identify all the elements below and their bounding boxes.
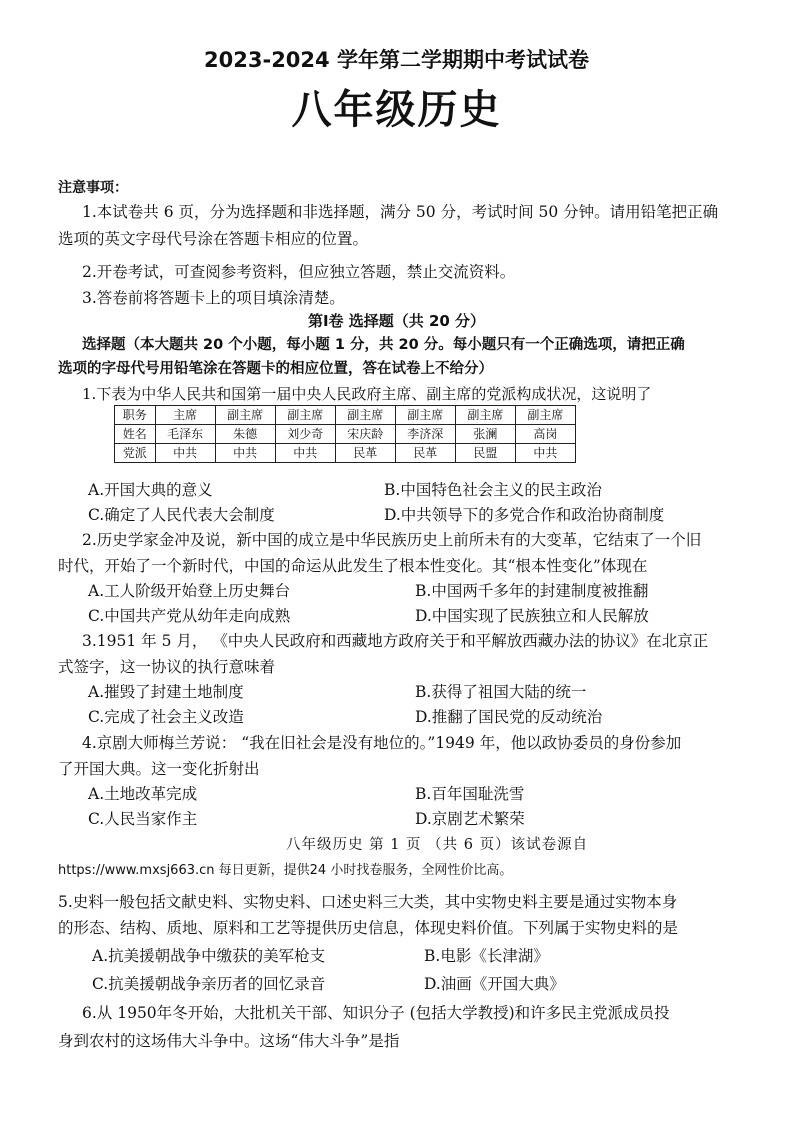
table-cell: 姓名 <box>115 425 156 444</box>
section-1-title: 第Ⅰ卷 选择题（共 20 分） <box>307 312 486 330</box>
table-cell: 中共 <box>215 444 275 463</box>
q3-stem-line-2: 式签字，这一协议的执行意味着 <box>58 658 276 676</box>
table-cell: 副主席 <box>395 406 455 425</box>
q4-stem-line-2: 了开国大典。这一变化折射出 <box>58 760 260 778</box>
page-footer: 八年级历史 第 1 页 （共 6 页）该试卷源自 <box>286 837 589 853</box>
table-row <box>115 406 576 425</box>
table-cell: 副主席 <box>275 406 335 425</box>
q1-option-b: B.中国特色社会主义的民主政治 <box>384 481 602 499</box>
exam-title: 2023-2024 学年第二学期期中考试试卷 <box>204 48 589 72</box>
table-cell: 张澜 <box>455 425 515 444</box>
q2-option-a: A.工人阶级开始登上历史舞台 <box>88 582 291 600</box>
q5-stem-line-1: 5.史料一般包括文献史料、实物史料、口述史料三大类，其中实物史料主要是通过实物本身 <box>58 893 678 911</box>
subject-title: 八年级历史 <box>291 87 502 133</box>
table-cell: 副主席 <box>215 406 275 425</box>
table-cell: 朱德 <box>215 425 275 444</box>
section-1-instructions-line-2: 选项的字母代号用铅笔涂在答题卡的相应位置，答在试卷上不给分） <box>58 361 493 377</box>
table-cell: 职务 <box>115 406 156 425</box>
table-cell: 民革 <box>335 444 395 463</box>
q3-option-d: D.推翻了国民党的反动统治 <box>415 708 603 726</box>
q1-option-a: A.开国大典的意义 <box>88 481 213 499</box>
q3-option-c: C.完成了社会主义改造 <box>88 708 244 726</box>
table-cell: 党派 <box>115 444 156 463</box>
q5-option-d: D.油画《开国大典》 <box>424 975 565 993</box>
table-cell: 主席 <box>155 406 215 425</box>
q5-option-c: C.抗美援朝战争亲历者的回忆录音 <box>92 975 326 993</box>
table-row <box>115 425 576 444</box>
note-2: 2.开卷考试，可查阅参考资料，但应独立答题，禁止交流资料。 <box>82 263 516 281</box>
table-cell: 副主席 <box>515 406 575 425</box>
q6-stem-line-1: 6.从 1950年冬开始，大批机关干部、知识分子 (包括大学教授)和许多民主党派成员投 <box>82 1004 670 1022</box>
table-cell: 中共 <box>515 444 575 463</box>
table-cell: 李济深 <box>395 425 455 444</box>
q2-option-d: D.中国实现了民族独立和人民解放 <box>415 607 649 625</box>
table-row <box>115 444 576 463</box>
q4-option-b: B.百年国耻洗雪 <box>415 785 525 803</box>
q1-option-d: D.中共领导下的多党合作和政治协商制度 <box>384 506 665 524</box>
source-note: https://www.mxsj663.cn 每日更新，提供24 小时找卷服务，全网性价比高。 <box>58 863 513 878</box>
government-composition-table <box>114 405 576 463</box>
q5-option-b: B.电影《长津湖》 <box>424 947 549 965</box>
q5-stem-line-2: 的形态、结构、质地、原料和工艺等提供历史信息，体现史料价值。下列属于实物史料的是 <box>58 919 679 937</box>
q3-option-a: A.摧毁了封建土地制度 <box>88 683 244 701</box>
q2-option-c: C.中国共产党从幼年走向成熟 <box>88 607 291 625</box>
table-cell: 中共 <box>155 444 215 463</box>
table-cell: 毛泽东 <box>155 425 215 444</box>
table-cell: 民革 <box>395 444 455 463</box>
q6-stem-line-2: 身到农村的这场伟大斗争中。这场“伟大斗争”是指 <box>58 1032 400 1050</box>
q4-option-c: C.人民当家作主 <box>88 810 198 828</box>
q4-option-a: A.土地改革完成 <box>88 785 198 803</box>
table-cell: 中共 <box>275 444 335 463</box>
q3-option-b: B.获得了祖国大陆的统一 <box>415 683 587 701</box>
table-cell: 刘少奇 <box>275 425 335 444</box>
table-cell: 民盟 <box>455 444 515 463</box>
table-cell: 宋庆龄 <box>335 425 395 444</box>
note-3: 3.答卷前将答题卡上的项目填涂清楚。 <box>82 289 345 307</box>
table-cell: 副主席 <box>455 406 515 425</box>
q1-option-c: C.确定了人民代表大会制度 <box>88 506 275 524</box>
notes-heading: 注意事项： <box>58 180 128 196</box>
q4-stem-line-1: 4.京剧大师梅兰芳说： “我在旧社会是没有地位的。”1949 年，他以政协委员的身份参加 <box>82 734 682 752</box>
q2-option-b: B.中国两千多年的封建制度被推翻 <box>415 582 649 600</box>
q3-stem-line-1: 3.1951 年 5 月， 《中央人民政府和西藏地方政府关于和平解放西藏办法的协议》在北京正 <box>82 632 709 650</box>
note-1-line-1: 1.本试卷共 6 页，分为选择题和非选择题，满分 50 分，考试时间 50 分钟。请用铅笔把正确 <box>82 203 719 221</box>
q5-option-a: A.抗美援朝战争中缴获的美军枪支 <box>92 947 326 965</box>
q1-stem: 1.下表为中华人民共和国第一届中央人民政府主席、副主席的党派构成状况，这说明了 <box>82 385 652 403</box>
q2-stem-line-2: 时代，开始了一个新时代，中国的命运从此发生了根本性变化。其“根本性变化”体现在 <box>58 557 648 575</box>
table-cell: 高岗 <box>515 425 575 444</box>
table-cell: 副主席 <box>335 406 395 425</box>
section-1-instructions-line-1: 选择题（本大题共 20 个小题，每小题 1 分，共 20 分。每小题只有一个正确选项，请把正确 <box>82 337 685 353</box>
q4-option-d: D.京剧艺术繁荣 <box>415 810 525 828</box>
note-1-line-2: 选项的英文字母代号涂在答题卡相应的位置。 <box>58 230 369 248</box>
q2-stem-line-1: 2.历史学家金冲及说，新中国的成立是中华民族历史上前所未有的大变革，它结束了一个旧 <box>82 531 702 549</box>
